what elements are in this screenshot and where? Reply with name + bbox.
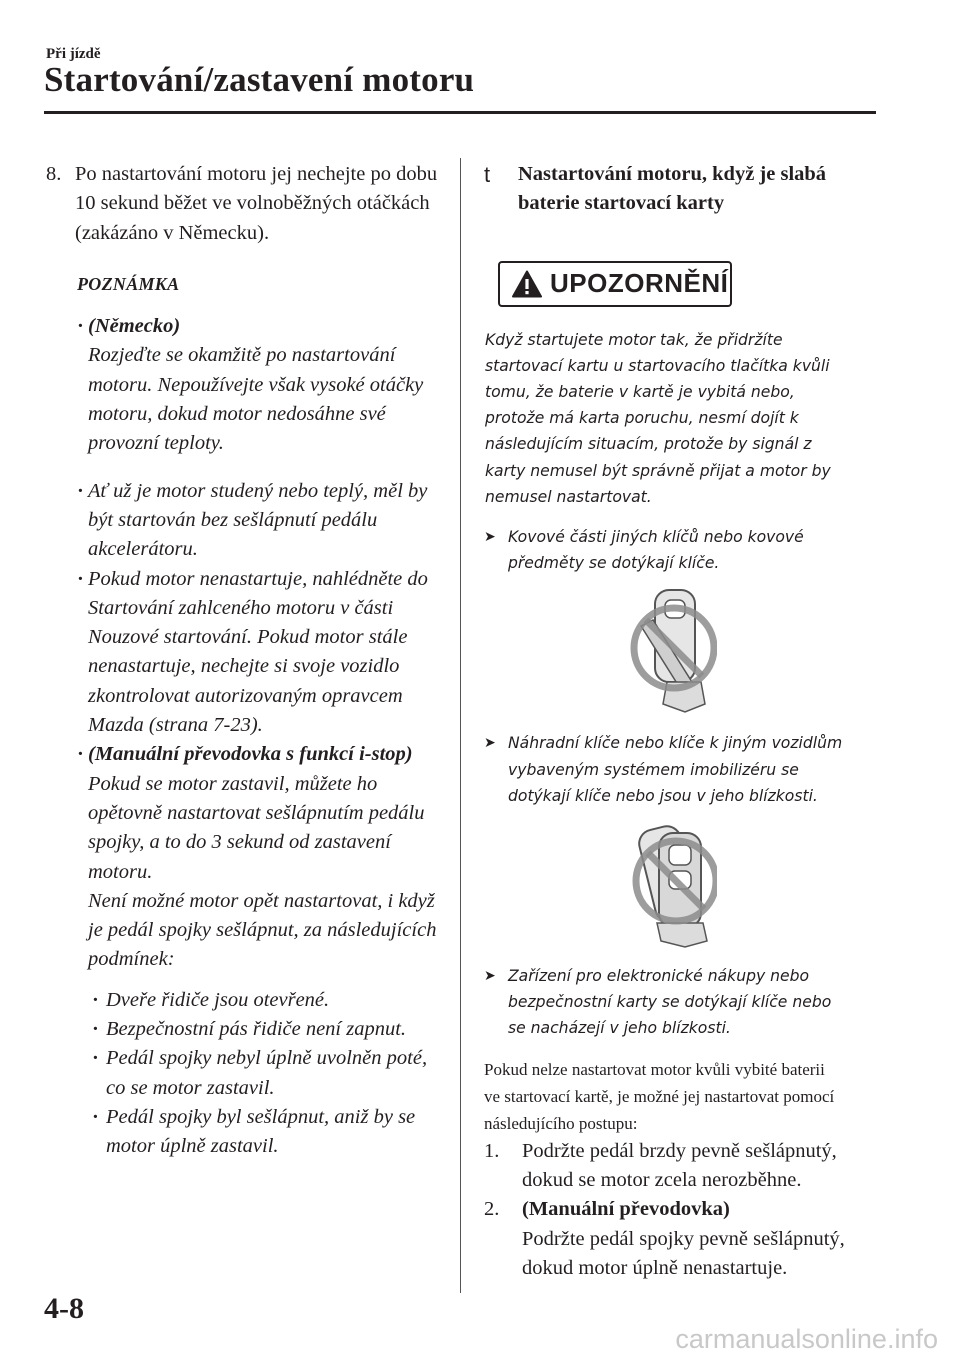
note-label: · (Manuální převodovka s funkcí i-stop)	[88, 743, 413, 766]
arrow-right-icon: ➤	[484, 968, 496, 985]
note-text: · Pokud motor nenastartuje, nahlédněte do Startování zahlceného motoru v části Nouzové startování. Pokud motor stále nenastartuje, nechejte si svoje vozidlo zkontrolovat autorizovaným opravcem Mazda (strana 7-23).	[88, 567, 428, 737]
title-rule	[44, 111, 876, 114]
caution-banner	[498, 261, 732, 307]
caution-label: UPOZORNĚNÍ	[550, 268, 729, 299]
note-item	[46, 312, 446, 458]
note-item	[46, 740, 446, 1161]
section-heading	[484, 160, 880, 219]
step-number: 1.	[484, 1139, 500, 1162]
caution-item-text: Kovové části jiných klíčů nebo kovové předměty se dotýkají klíče.	[508, 528, 804, 573]
caution-item-text: Náhradní klíče nebo klíče k jiným vozidlům vybaveným systémem imobilizéru se dotýkají klíče nebo jsou v jeho blízkosti.	[508, 734, 843, 805]
prohibited-key-illustration	[627, 819, 717, 949]
warning-triangle-icon	[512, 270, 542, 298]
arrow-right-icon: ➤	[484, 735, 496, 752]
step-body	[522, 1195, 880, 1283]
step-text: Po nastartování motoru jej nechejte po dobu 10 sekund běžet ve volnoběžných otáčkách (zakázáno v Německu).	[75, 163, 438, 244]
caution-item	[484, 963, 880, 1042]
procedure-step	[484, 1137, 880, 1196]
step-number: 8.	[46, 163, 62, 185]
condition-list	[88, 986, 446, 1162]
note-item	[46, 477, 446, 565]
prohibited-key-illustration	[627, 586, 717, 716]
condition-item: · Bezpečnostní pás řidiče není zapnut.	[88, 1015, 446, 1044]
page-number: 4-8	[44, 1292, 84, 1325]
note-text: Rozjeďte se okamžitě po nastartování motoru. Nepoužívejte však vysoké otáčky motoru, dokud motor nedosáhne své provozní teploty.	[88, 344, 424, 455]
procedure-step	[484, 1195, 880, 1283]
step-text: Podržte pedál brzdy pevně sešlápnutý, dokud se motor zcela nerozběhne.	[522, 1139, 837, 1191]
watermark: carmanualsonline.info	[675, 1324, 938, 1354]
note-label: · (Německo)	[88, 315, 181, 338]
section-label: Při jízdě	[46, 46, 101, 62]
condition-item: · Pedál spojky byl sešlápnut, aniž by se motor úplně zastavil.	[88, 1103, 446, 1162]
step-8	[46, 160, 446, 248]
page-title: Startování/zastavení motoru	[44, 60, 475, 99]
section-marker: t	[484, 162, 491, 187]
caution-item	[484, 730, 880, 809]
note-text: Pokud se motor zastavil, můžete ho opětovně nastartovat sešlápnutím pedálu spojky, a to do 3 sekund od zastavení motoru.	[88, 772, 425, 883]
note-item	[46, 565, 446, 741]
note-text: Není možné motor opět nastartovat, i když je pedál spojky sešlápnut, za následujících podmínek:	[88, 889, 437, 971]
step-text: Podržte pedál spojky pevně sešlápnutý, dokud motor úplně nenastartuje.	[522, 1227, 845, 1279]
note-list	[46, 312, 446, 1161]
caution-item-text: Zařízení pro elektronické nákupy nebo bezpečnostní karty se dotýkají klíče nebo se nacházejí v jeho blízkosti.	[508, 967, 832, 1038]
caution-item	[484, 524, 880, 576]
condition-item: · Pedál spojky nebyl úplně uvolněn poté, co se motor zastavil.	[88, 1044, 446, 1103]
condition-item: · Dveře řidiče jsou otevřené.	[88, 986, 446, 1015]
right-column	[484, 160, 880, 1283]
caution-text: Když startujete motor tak, že přidržíte startovací kartu u startovacího tlačítka kvůli tomu, že baterie v kartě je vybitá nebo, protože má karta poruchu, nesmí dojít k následujícím situacím, protože by signál z karty nemusel být správně přijat a motor by nemusel nastartovat.	[485, 330, 831, 506]
left-column	[46, 160, 446, 1162]
body-text: Pokud nelze nastartovat motor kvůli vybité baterii ve startovací kartě, je možné jej nastartovat pomocí následujícího postupu:	[484, 1059, 835, 1133]
step-label: (Manuální převodovka)	[522, 1198, 730, 1221]
section-heading-text: Nastartování motoru, když je slabá baterie startovací karty	[518, 163, 827, 215]
step-number: 2.	[484, 1198, 500, 1221]
column-divider	[460, 158, 461, 1293]
note-text: · Ať už je motor studený nebo teplý, měl by být startován bez sešlápnutí pedálu akcelerátoru.	[88, 479, 428, 561]
arrow-right-icon: ➤	[484, 529, 496, 546]
note-heading: POZNÁMKA	[77, 273, 180, 294]
